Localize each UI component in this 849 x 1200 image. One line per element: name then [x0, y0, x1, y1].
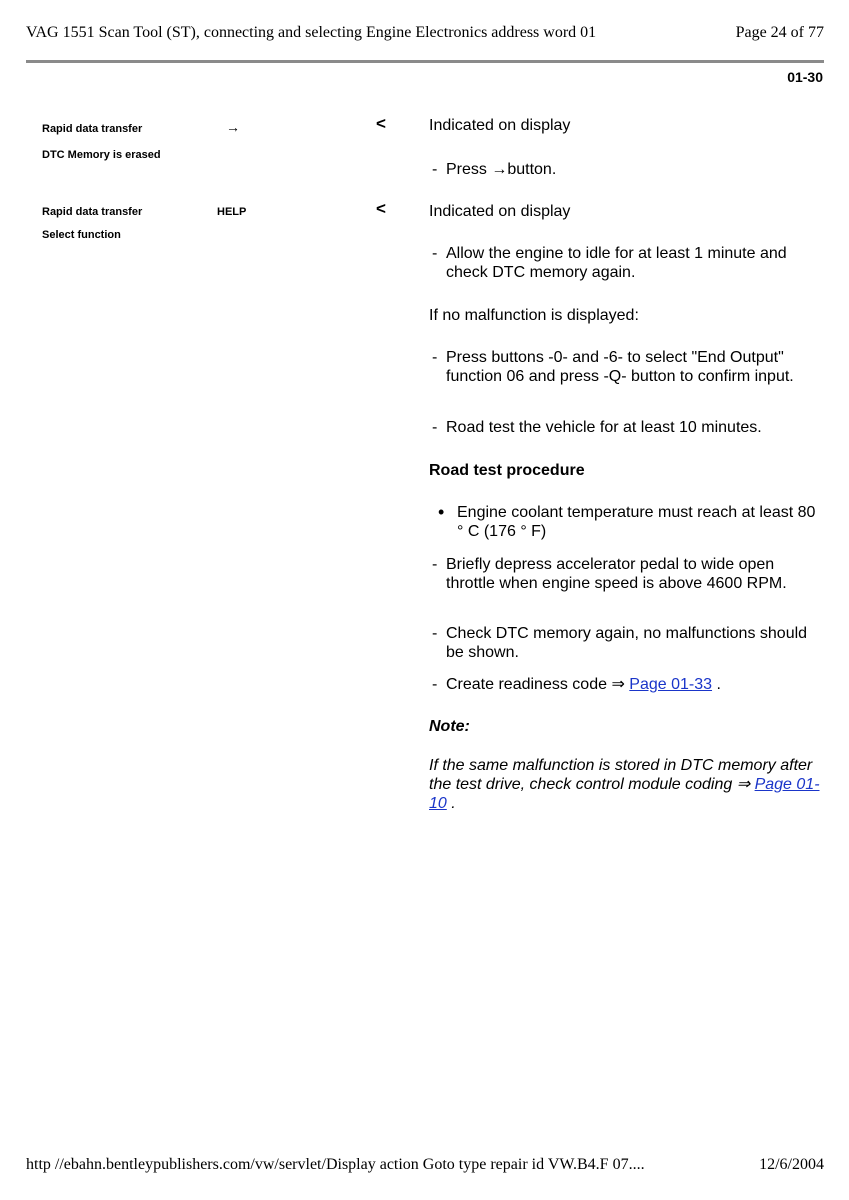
- lead-pointer-icon: <: [376, 114, 386, 133]
- footer-date: 12/6/2004: [759, 1156, 824, 1173]
- step-press-arrow: - Press →button.: [429, 160, 824, 179]
- document-title: VAG 1551 Scan Tool (ST), connecting and selecting Engine Electronics address word 01: [26, 24, 597, 41]
- indicated-text: Indicated on display: [429, 117, 571, 134]
- right-arrow-icon: →: [226, 119, 240, 135]
- help-label: HELP: [217, 206, 247, 218]
- bullet-icon: •: [438, 502, 445, 522]
- step-allow-idle: - Allow the engine to idle for at least 1 minute and check DTC memory again.: [429, 244, 824, 282]
- road-test-heading: Road test procedure: [429, 462, 585, 479]
- section-code: 01-30: [787, 69, 823, 85]
- page-footer: [26, 1156, 824, 1174]
- page-01-10-link[interactable]: Page 01-10: [429, 776, 820, 812]
- header-rule: [26, 60, 824, 63]
- note-heading: Note:: [429, 718, 470, 735]
- footer-url: http //ebahn.bentleypublishers.com/vw/servlet/Display action Goto type repair id VW.B4.F 07....: [26, 1156, 645, 1173]
- step-check-dtc: - Check DTC memory again, no malfunctions should be shown.: [429, 624, 824, 662]
- right-arrow-icon: →: [491, 161, 508, 178]
- display-line-2: DTC Memory is erased: [42, 149, 161, 161]
- page-header: [26, 24, 824, 42]
- step-end-output: - Press buttons -0- and -6- to select "End Output" function 06 and press -Q- button to confirm input.: [429, 348, 824, 386]
- display-readout-2: [42, 206, 247, 241]
- if-no-malfunction: If no malfunction is displayed:: [429, 307, 639, 324]
- lead-pointer-icon: <: [376, 199, 386, 218]
- reference-arrow-icon: ⇒: [611, 676, 625, 693]
- page-01-33-link[interactable]: Page 01-33: [629, 676, 713, 693]
- display-line-2: Select function: [42, 229, 121, 241]
- step-road-test: - Road test the vehicle for at least 10 minutes.: [429, 418, 824, 437]
- indicated-text: Indicated on display: [429, 203, 571, 220]
- note-text: If the same malfunction is stored in DTC memory after the test drive, check control module coding ⇒ Page 01-10 .: [429, 757, 820, 812]
- bullet-coolant: • Engine coolant temperature must reach at least 80 ° C (176 ° F): [438, 502, 816, 540]
- step-readiness-code: - Create readiness code ⇒ Page 01-33 .: [429, 675, 824, 694]
- display-line-1: Rapid data transfer: [42, 206, 143, 218]
- display-readout-1: [42, 119, 240, 161]
- page-number: Page 24 of 77: [735, 24, 824, 41]
- reference-arrow-icon: ⇒: [736, 776, 751, 793]
- step-briefly-depress: - Briefly depress accelerator pedal to wide open throttle when engine speed is above 4600 RPM.: [429, 555, 824, 593]
- display-line-1: Rapid data transfer: [42, 123, 143, 135]
